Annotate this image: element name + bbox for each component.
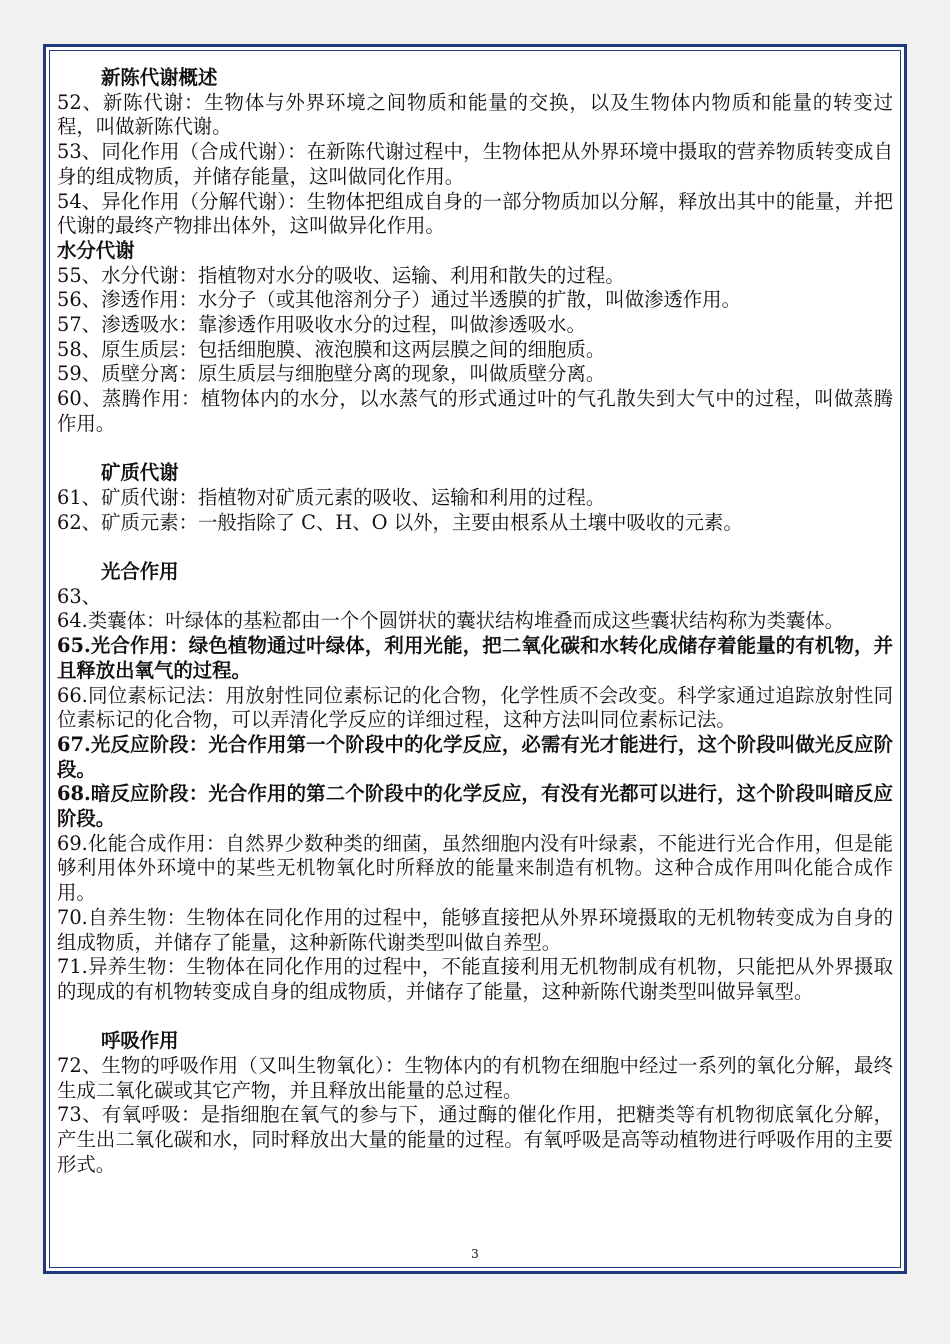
definition-65: 65.光合作用：绿色植物通过叶绿体，利用光能，把二氧化碳和水转化成储存着能量的有机物，并且释放出氧气的过程。 bbox=[57, 634, 893, 682]
spacer bbox=[57, 535, 893, 560]
definition-62: 62、矿质元素：一般指除了 C、H、O 以外，主要由根系从土壤中吸收的元素。 bbox=[57, 510, 743, 534]
definition-68: 68.暗反应阶段：光合作用的第二个阶段中的化学反应，有没有光都可以进行，这个阶段叫暗反应阶段。 bbox=[57, 782, 893, 831]
definition-52: 52、新陈代谢：生物体与外界环境之间物质和能量的交换，以及生物体内物质和能量的转变过程，叫做新陈代谢。 bbox=[57, 90, 893, 139]
spacer bbox=[57, 1005, 893, 1030]
section-title-photosynthesis: 光合作用 bbox=[101, 560, 179, 584]
definition-54: 54、异化作用（分解代谢）：生物体把组成自身的一部分物质加以分解，释放出其中的能量，并把代谢的最终产物排出体外，这叫做异化作用。 bbox=[57, 189, 893, 238]
definition-69: 69.化能合成作用：自然界少数种类的细菌，虽然细胞内没有叶绿素，不能进行光合作用，但是能够利用体外环境中的某些无机物氧化时所释放的能量来制造有机物。这种合成作用叫化能合成作用。 bbox=[57, 831, 893, 905]
document-body bbox=[57, 66, 893, 1178]
definition-72: 72、生物的呼吸作用（又叫生物氧化）：生物体内的有机物在细胞中经过一系列的氧化分解，最终生成二氧化碳或其它产物，并且释放出能量的总过程。 bbox=[57, 1054, 893, 1102]
definition-53: 53、同化作用（合成代谢）：在新陈代谢过程中，生物体把从外界环境中摄取的营养物质转变成自身的组成物质，并储存能量，这叫做同化作用。 bbox=[57, 140, 893, 188]
definition-71: 71.异养生物：生物体在同化作用的过程中，不能直接利用无机物制成有机物，只能把从外界摄取的现成的有机物转变成自身的组成物质，并储存了能量，这种新陈代谢类型叫做异氧型。 bbox=[57, 955, 893, 1003]
definition-55: 55、水分代谢：指植物对水分的吸收、运输、利用和散失的过程。 bbox=[57, 263, 625, 287]
definition-59: 59、质壁分离：原生质层与细胞壁分离的现象，叫做质壁分离。 bbox=[57, 362, 606, 386]
spacer bbox=[57, 437, 893, 462]
definition-57: 57、渗透吸水：靠渗透作用吸收水分的过程，叫做渗透吸水。 bbox=[57, 313, 586, 337]
section-title-metabolism: 新陈代谢概述 bbox=[101, 66, 218, 89]
definition-67: 67.光反应阶段：光合作用第一个阶段中的化学反应，必需有光才能进行，这个阶段叫做光反应阶段。 bbox=[57, 732, 893, 781]
page-number: 3 bbox=[471, 1247, 479, 1261]
section-title-respiration: 呼吸作用 bbox=[101, 1029, 179, 1053]
section-title-water: 水分代谢 bbox=[57, 238, 135, 262]
section-title-mineral: 矿质代谢 bbox=[101, 461, 179, 485]
definition-56: 56、渗透作用：水分子（或其他溶剂分子）通过半透膜的扩散，叫做渗透作用。 bbox=[57, 288, 741, 312]
definition-73: 73、有氧呼吸：是指细胞在氧气的参与下，通过酶的催化作用，把糖类等有机物彻底氧化分解，产生出二氧化碳和水，同时释放出大量的能量的过程。有氧呼吸是高等动植物进行呼吸作用的主要形式。 bbox=[57, 1103, 893, 1176]
definition-61: 61、矿质代谢：指植物对矿质元素的吸收、运输和利用的过程。 bbox=[57, 485, 606, 509]
definition-60: 60、蒸腾作用：植物体内的水分，以水蒸气的形式通过叶的气孔散失到大气中的过程，叫做蒸腾作用。 bbox=[57, 387, 893, 435]
definition-70: 70.自养生物：生物体在同化作用的过程中，能够直接把从外界环境摄取的无机物转变成为自身的组成物质，并储存了能量，这种新陈代谢类型叫做自养型。 bbox=[57, 905, 893, 954]
definition-63: 63、 bbox=[57, 584, 102, 608]
definition-64: 64.类囊体：叶绿体的基粒都由一个个圆饼状的囊状结构堆叠而成这些囊状结构称为类囊体。 bbox=[57, 609, 845, 633]
definition-58: 58、原生质层：包括细胞膜、液泡膜和这两层膜之间的细胞质。 bbox=[57, 337, 606, 361]
definition-66: 66.同位素标记法：用放射性同位素标记的化合物，化学性质不会改变。科学家通过追踪放射性同位素标记的化合物，可以弄清化学反应的详细过程，这种方法叫同位素标记法。 bbox=[57, 683, 893, 732]
